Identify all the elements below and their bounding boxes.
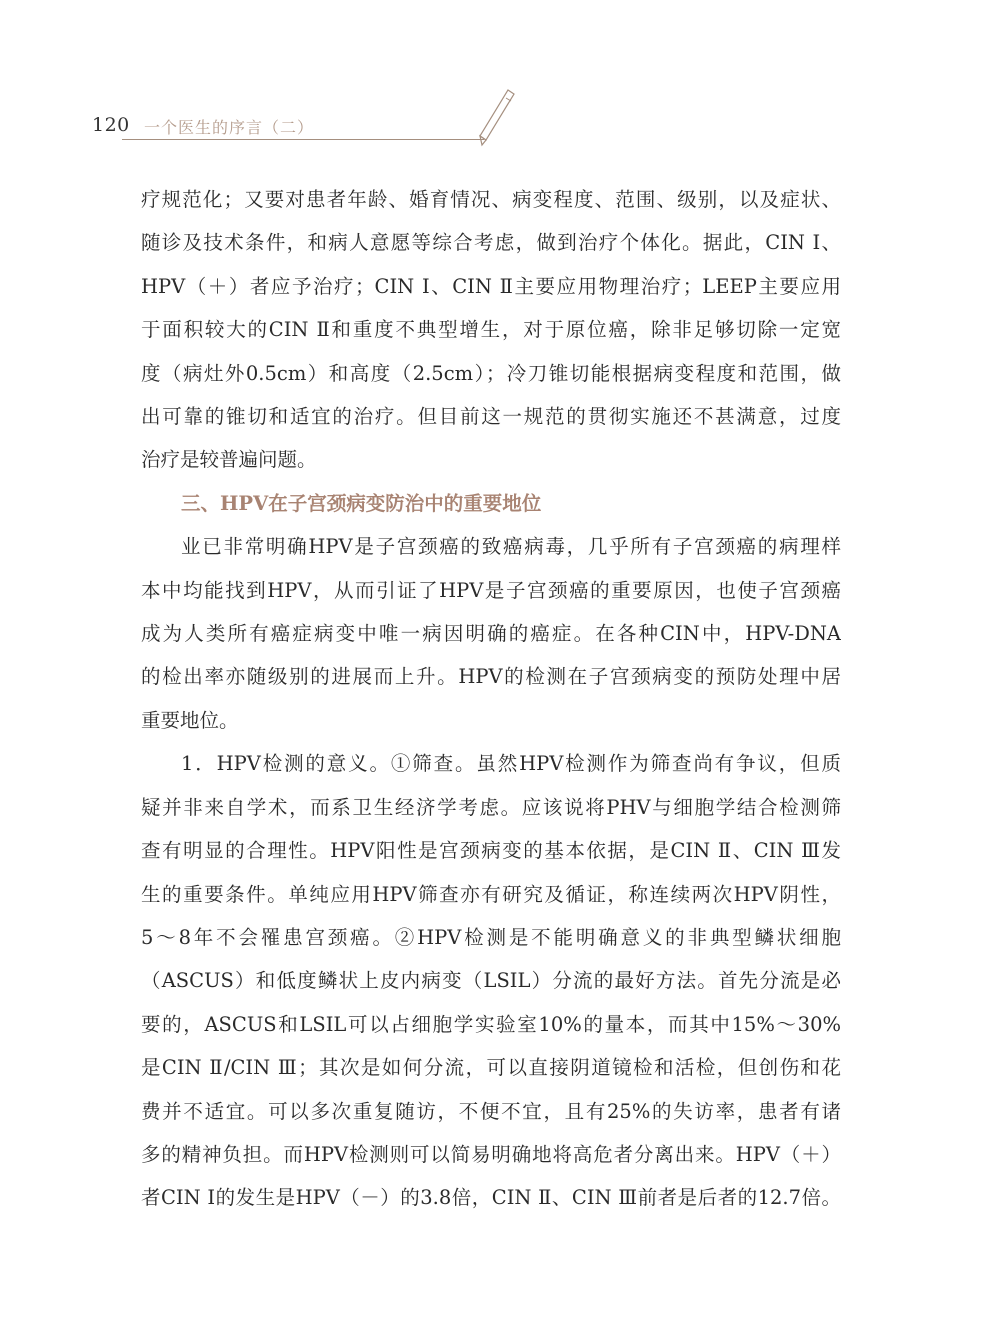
text-line: 治疗是较普遍问题。 [141, 448, 317, 472]
text-line: 要的，ASCUS和LSIL可以占细胞学实验室10%的量本，而其中15%～30% [141, 1012, 841, 1036]
text-line: 的检出率亦随级别的进展而上升。HPV的检测在子宫颈病变的预防处理中居 [141, 665, 841, 689]
text-line: 费并不适宜。可以多次重复随访，不便不宜，且有25%的失访率，患者有诸 [141, 1099, 841, 1123]
page-header [0, 0, 998, 160]
running-title: 一个医生的序言（二） [144, 118, 315, 137]
text-line: 业已非常明确HPV是子宫颈癌的致癌病毒，几乎所有子宫颈癌的病理样 [181, 535, 841, 559]
text-line: （ASCUS）和低度鳞状上皮内病变（LSIL）分流的最好方法。首先分流是必 [141, 969, 841, 993]
text-line: 重要地位。 [141, 708, 239, 732]
text-line: 疗规范化；又要对患者年龄、婚育情况、病变程度、范围、级别，以及症状、 [141, 188, 841, 211]
text-line: HPV（＋）者应予治疗；CIN Ⅰ、CIN Ⅱ主要应用物理治疗；LEEP主要应用 [141, 274, 841, 298]
text-line: 度（病灶外0.5cm）和高度（2.5cm）；冷刀锥切能根据病变程度和范围，做 [141, 361, 841, 385]
page-number: 120 [92, 114, 130, 136]
header-rule [122, 139, 484, 140]
text-line: 多的精神负担。而HPV检测则可以简易明确地将高危者分离出来。HPV（＋） [141, 1142, 841, 1166]
pen-icon [470, 88, 520, 148]
text-line: 疑并非来自学术，而系卫生经济学考虑。应该说将PHV与细胞学结合检测筛 [141, 795, 841, 819]
section-heading: 三、HPV在子宫颈病变防治中的重要地位 [181, 491, 542, 515]
text-line: 出可靠的锥切和适宜的治疗。但目前这一规范的贯彻实施还不甚满意，过度 [141, 405, 841, 429]
text-line: 随诊及技术条件，和病人意愿等综合考虑，做到治疗个体化。据此，CIN Ⅰ、 [141, 231, 841, 255]
text-line: 本中均能找到HPV，从而引证了HPV是子宫颈癌的重要原因，也使子宫颈癌 [141, 578, 841, 602]
text-line: 5～8年不会罹患宫颈癌。②HPV检测是不能明确意义的非典型鳞状细胞 [141, 925, 841, 949]
text-line: 生的重要条件。单纯应用HPV筛查亦有研究及循证，称连续两次HPV阴性， [141, 882, 841, 906]
page-body [141, 178, 841, 1220]
text-line: 查有明显的合理性。HPV阳性是宫颈病变的基本依据，是CIN Ⅱ、CIN Ⅲ发 [141, 839, 841, 863]
text-line: 于面积较大的CIN Ⅱ和重度不典型增生，对于原位癌，除非足够切除一定宽 [141, 318, 841, 342]
text-line: 成为人类所有癌症病变中唯一病因明确的癌症。在各种CIN中，HPV-DNA [141, 622, 841, 646]
text-line: 是CIN Ⅱ/CIN Ⅲ；其次是如何分流，可以直接阴道镜检和活检，但创伤和花 [141, 1056, 841, 1080]
text-line: 1．HPV检测的意义。①筛查。虽然HPV检测作为筛查尚有争议，但质 [181, 752, 841, 776]
text-line: 者CIN Ⅰ的发生是HPV（－）的3.8倍，CIN Ⅱ、CIN Ⅲ前者是后者的12.7倍。 [141, 1186, 841, 1210]
